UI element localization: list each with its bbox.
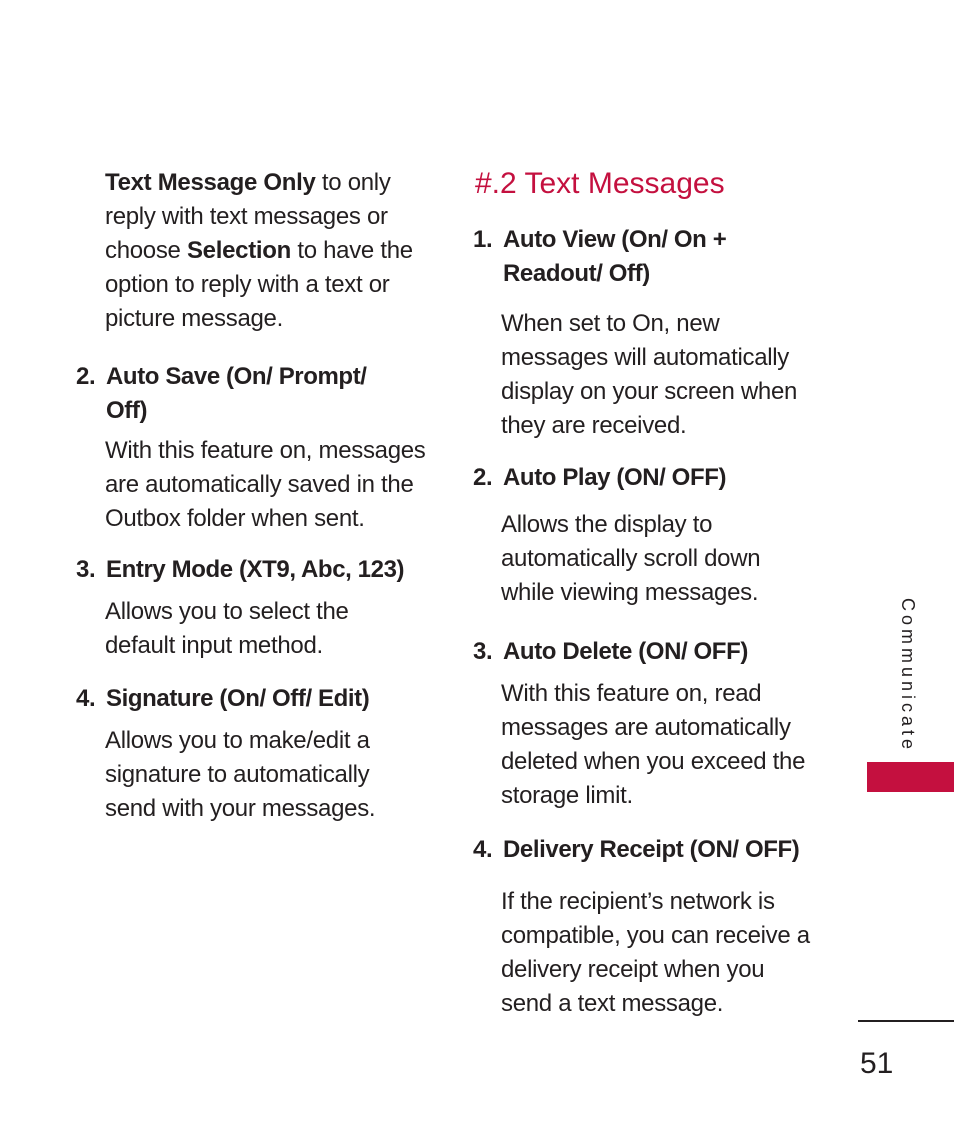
item-heading-delivery-receipt: 4. Delivery Receipt (ON/ OFF) <box>473 836 800 863</box>
page-number: 51 <box>860 1047 894 1080</box>
item-body-auto-save: With this feature on, messages are automatically saved in the Outbox folder when sent. <box>105 437 426 532</box>
item-body-auto-view: When set to On, new messages will automatically display on your screen when they are received. <box>501 310 798 439</box>
item-body-signature: Allows you to make/edit a signature to automatically send with your messages. <box>105 727 376 822</box>
item-heading-auto-save: 2. Auto Save (On/ Prompt/ Off) <box>76 363 367 424</box>
intro-line: reply with text messages or <box>105 203 388 230</box>
item-heading-auto-delete: 3. Auto Delete (ON/ OFF) <box>473 638 748 665</box>
intro-paragraph <box>105 166 413 336</box>
page-number-rule <box>858 1020 954 1022</box>
chapter-side-label: Communicate <box>898 598 918 754</box>
item-heading-signature: 4. Signature (On/ Off/ Edit) <box>76 685 370 712</box>
section-title: #.2 Text Messages <box>475 167 725 200</box>
chapter-tab-marker <box>867 762 954 792</box>
item-body-auto-play: Allows the display to automatically scroll down while viewing messages. <box>501 511 761 606</box>
intro-line: picture message. <box>105 305 283 332</box>
intro-line: option to reply with a text or <box>105 271 390 298</box>
item-heading-entry-mode: 3. Entry Mode (XT9, Abc, 123) <box>76 556 405 583</box>
intro-line: choose Selection to have the <box>105 237 413 264</box>
item-body-entry-mode: Allows you to select the default input method. <box>105 598 349 659</box>
item-heading-auto-view: 1. Auto View (On/ On + Readout/ Off) <box>473 226 727 287</box>
item-heading-auto-play: 2. Auto Play (ON/ OFF) <box>473 464 727 491</box>
item-body-auto-delete: With this feature on, read messages are automatically deleted when you exceed the storage limit. <box>501 680 806 809</box>
intro-line: Text Message Only to only <box>105 169 391 196</box>
item-body-delivery-receipt: If the recipient’s network is compatible, you can receive a delivery receipt when you send a text message. <box>501 888 810 1017</box>
